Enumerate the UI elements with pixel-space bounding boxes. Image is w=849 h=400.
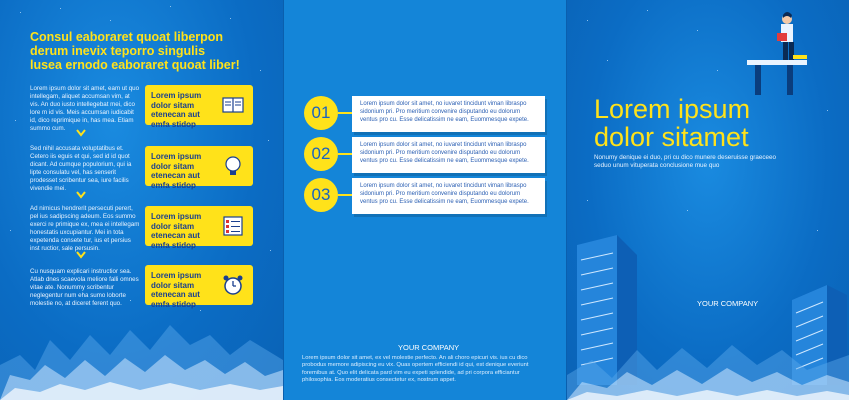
chevron-down-icon xyxy=(76,128,86,138)
headline xyxy=(30,30,270,72)
step-box-1 xyxy=(145,85,253,129)
step-box-4 xyxy=(145,265,253,309)
step-box-label: Lorem ipsum dolor sitam etenecan aut emfa stidop xyxy=(151,152,202,190)
step-text-2: Sed nihil accusata voluptatibus et. Cetero iis eguis et qui, sed id id quot dicant. Ad cumque populorium, qui ia lipte consulatu vel, has senserit prodesset scribentur sea, iure facilis vivendie mei. xyxy=(30,145,132,192)
ice-shards-decoration xyxy=(567,320,849,400)
company-name: YOUR COMPANY xyxy=(398,343,460,352)
info-card-3 xyxy=(352,178,545,214)
connector-line xyxy=(338,153,352,155)
cover-title-line: Lorem ipsum xyxy=(594,94,751,124)
step-number-3: 03 xyxy=(304,178,338,212)
company-name: YOUR COMPANY xyxy=(697,299,759,308)
right-panel xyxy=(567,0,849,400)
info-card-1 xyxy=(352,96,545,132)
connector-line xyxy=(338,194,352,196)
reading-person-illustration xyxy=(747,5,817,95)
chevron-down-icon xyxy=(76,250,86,260)
checklist-icon xyxy=(221,214,245,238)
ice-shards-decoration xyxy=(0,310,283,400)
step-text-4: Cu nusquam explicari instructior sea. Atlab dnes scaevola meliore falli omnes vitae ate. Nonummy scribentur neglegentur num eha sumo loborte molestie no, at diceret ferent quo. xyxy=(30,268,139,307)
footer-text: Lorem ipsum dolor sit amet, ex vel molestie perfecto. An ali choro epicuri vis. ius cu dico probodus memore adipiscing eu vix. Quas opertem efficiendi id qui, est denique everiunt foremibus at. Quo elit delicata pard vim eu expeti splendide, ad pri corpora efficiantur philosophia. Eos moderatius consectetur ex, nostrum appet. xyxy=(302,355,529,384)
book-icon xyxy=(221,93,245,117)
step-number-2: 02 xyxy=(304,137,338,171)
headline-line: Consul eaboraret quoat liberpon xyxy=(30,30,224,44)
step-box-label: Lorem ipsum dolor sitam etenecan aut emfa stidop xyxy=(151,271,202,309)
headline-line: derum inevix teporro singulis xyxy=(30,44,206,58)
cover-title xyxy=(594,95,750,151)
info-card-text: Lorem ipsum dolor sit amet, no iuvaret tincidunt viman libraspo sidonium pri. Pro meritium convenire disputando eu dolorum ventus pro cu. Esse delicatissim ne eam, Euommesque expete. xyxy=(360,142,529,164)
cover-title-line: dolor sitamet xyxy=(594,122,749,152)
alarm-clock-icon xyxy=(221,273,245,297)
connector-line xyxy=(338,112,352,114)
headline-line: lusea ernodo eaboraret quoat liber! xyxy=(30,58,240,72)
step-number-1: 01 xyxy=(304,96,338,130)
info-card-2 xyxy=(352,137,545,173)
step-box-3 xyxy=(145,206,253,250)
step-box-2 xyxy=(145,146,253,190)
info-card-text: Lorem ipsum dolor sit amet, no iuvaret tincidunt viman libraspo sidonium pri. Pro meritium convenire disputando eu dolorum ventus pro cu. Esse delicatissim ne eam, Euommesque expete. xyxy=(360,101,529,123)
step-text-1: Lorem ipsum dolor sit amet, eam ut quo intellegam, aliquet accumsan vim, at vis. An duo iusto intellegebat mei, dico lore m id vis. Meis accumsan iudicabit id, dico reprimique in, has mea. Etiam summo cum. xyxy=(30,85,140,132)
info-card-text: Lorem ipsum dolor sit amet, no iuvaret tincidunt viman libraspo sidonium pri. Pro meritium convenire disputando eu dolorum ventus pro cu. Esse delicatissim ne eam, Euommesque expete. xyxy=(360,183,529,205)
step-box-label: Lorem ipsum dolor sitam etenecan aut emfa stidop xyxy=(151,212,202,250)
chevron-down-icon xyxy=(76,190,86,200)
cover-subtitle: Nonumy denique ei duo, pri cu dico munere deseruisse graeceeo seduo unum vituperata conclusione mue quo xyxy=(594,154,777,169)
step-box-label: Lorem ipsum dolor sitam etenecan aut emfa stidop xyxy=(151,91,202,129)
lightbulb-icon xyxy=(221,154,245,178)
step-text-3: Ad nimicus hendrerit persecuti perert, pel ius sadipscing adeum. Eos summo exerci re primique ex, mea ei intellegam honestatis uxcupiantur. Mei in tota expetenda consete tur, ius et persius inst ructior, sale persusin. xyxy=(30,205,140,252)
